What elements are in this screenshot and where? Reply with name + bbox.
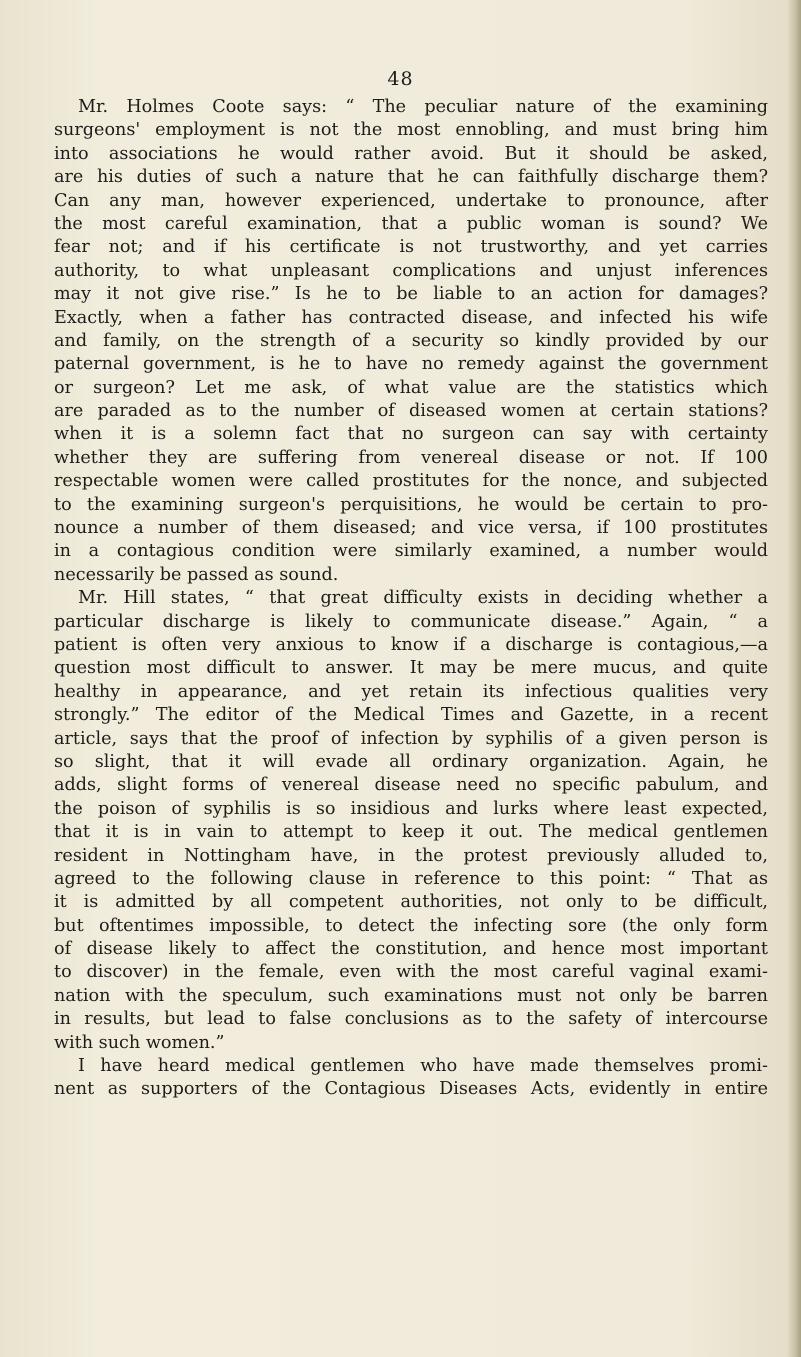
- text-line: resident in Nottingham have, in the protest previously alluded to,: [54, 845, 768, 866]
- text-line: the poison of syphilis is so insidious and lurks where least expected,: [54, 798, 768, 819]
- text-line: agreed to the following clause in reference to this point: “ That as: [54, 868, 768, 889]
- text-line: so slight, that it will evade all ordinary organization. Again, he: [54, 751, 768, 772]
- text-line: nation with the speculum, such examinations must not only be barren: [54, 985, 768, 1006]
- text-line: are his duties of such a nature that he can faithfully discharge them?: [54, 167, 768, 188]
- text-line: that it is in vain to attempt to keep it out. The medical gentlemen: [54, 822, 768, 843]
- text-line: of disease likely to affect the constitution, and hence most important: [54, 939, 768, 960]
- text-line: patient is often very anxious to know if a discharge is contagious,—a: [54, 634, 768, 655]
- text-line: nent as supporters of the Contagious Diseases Acts, evidently in entire: [54, 1079, 768, 1100]
- text-line: Can any man, however experienced, undertake to pronounce, after: [54, 190, 768, 211]
- text-line: nounce a number of them diseased; and vice versa, if 100 prostitutes: [54, 518, 768, 539]
- text-line: whether they are suffering from venereal disease or not. If 100: [54, 447, 768, 468]
- text-line: in results, but lead to false conclusions as to the safety of intercourse: [54, 1009, 768, 1030]
- text-line: to discover) in the female, even with the most careful vaginal exami-: [54, 962, 768, 983]
- text-line: article, says that the proof of infection by syphilis of a given person is: [54, 728, 768, 749]
- text-line: and family, on the strength of a security so kindly provided by our: [54, 330, 768, 351]
- text-line: surgeons' employment is not the most ennobling, and must bring him: [54, 120, 768, 141]
- text-line: it is admitted by all competent authorities, not only to be difficult,: [54, 892, 768, 913]
- text-line: I have heard medical gentlemen who have made themselves promi-: [78, 1056, 768, 1077]
- text-line: strongly.” The editor of the Medical Times and Gazette, in a recent: [54, 705, 768, 726]
- text-line: when it is a solemn fact that no surgeon can say with certainty: [54, 424, 768, 445]
- text-line: authority, to what unpleasant complications and unjust inferences: [54, 260, 768, 281]
- text-line: are paraded as to the number of diseased women at certain stations?: [54, 401, 768, 422]
- text-line: to the examining surgeon's perquisitions, he would be certain to pro-: [54, 494, 768, 515]
- text-line: or surgeon? Let me ask, of what value are the statistics which: [54, 377, 768, 398]
- text-line: adds, slight forms of venereal disease need no specific pabulum, and: [54, 775, 768, 796]
- text-line: question most difficult to answer. It may be mere mucus, and quite: [54, 658, 768, 679]
- text-line: but oftentimes impossible, to detect the infecting sore (the only form: [54, 915, 768, 936]
- text-line: healthy in appearance, and yet retain its infectious qualities very: [54, 681, 768, 702]
- text-line: fear not; and if his certificate is not trustworthy, and yet carries: [54, 237, 768, 258]
- page-edge-shadow: [787, 0, 801, 1357]
- body-text: [54, 96, 768, 1102]
- text-line: respectable women were called prostitutes for the nonce, and subjected: [54, 471, 768, 492]
- text-line: in a contagious condition were similarly examined, a number would: [54, 541, 768, 562]
- text-line: Mr. Hill states, “ that great difficulty exists in deciding whether a: [78, 588, 768, 609]
- text-line: Mr. Holmes Coote says: “ The peculiar nature of the examining: [78, 97, 768, 117]
- text-line: Exactly, when a father has contracted disease, and infected his wife: [54, 307, 768, 328]
- text-line: necessarily be passed as sound.: [54, 564, 339, 585]
- page-number: 48: [387, 68, 414, 90]
- text-line: may it not give rise.” Is he to be liable to an action for damages?: [54, 284, 768, 305]
- text-line: the most careful examination, that a public woman is sound? We: [54, 213, 768, 234]
- text-line: into associations he would rather avoid. But it should be asked,: [54, 143, 768, 164]
- text-line: particular discharge is likely to communicate disease.” Again, “ a: [54, 611, 768, 632]
- text-line: with such women.”: [54, 1032, 225, 1053]
- text-line: paternal government, is he to have no remedy against the government: [54, 354, 768, 375]
